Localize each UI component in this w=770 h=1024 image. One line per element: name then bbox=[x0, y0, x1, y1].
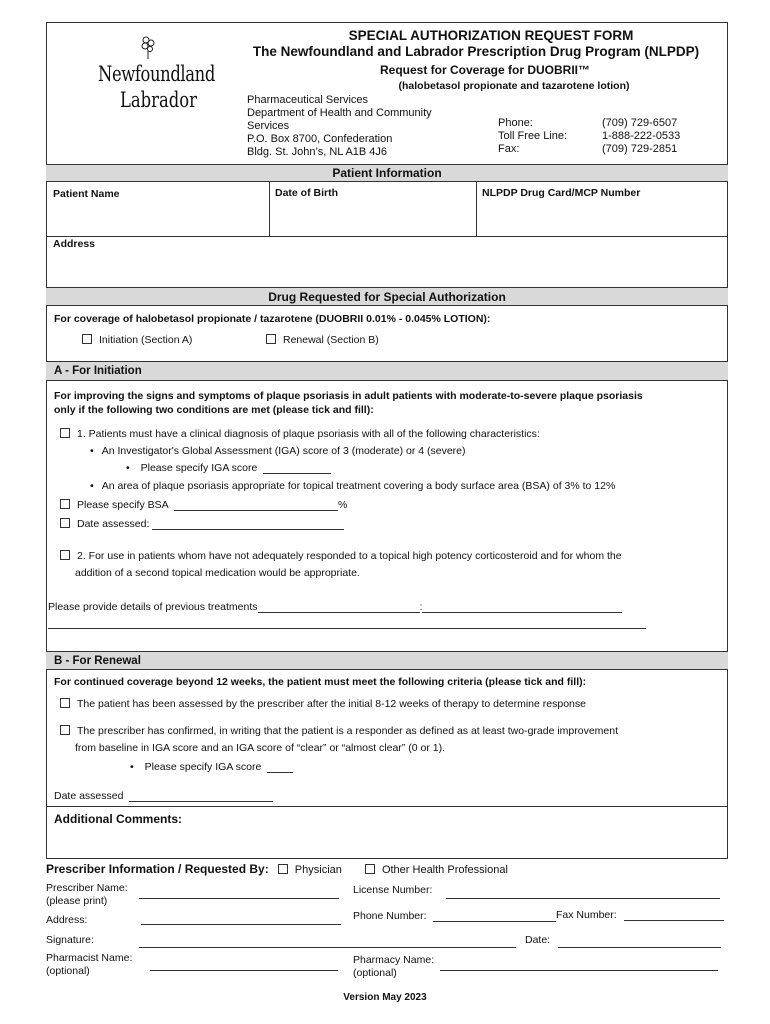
renewal-iga-label: Please specify IGA score bbox=[144, 761, 262, 773]
physician-label: Physician bbox=[294, 864, 342, 876]
prescriber-heading: Prescriber Information / Requested By: bbox=[46, 862, 269, 876]
previous-treatments-sep: : bbox=[419, 601, 423, 613]
renewal-checkbox[interactable] bbox=[266, 334, 276, 344]
dob-label[interactable]: Date of Birth bbox=[275, 187, 338, 199]
form-subtitle: The Newfoundland and Labrador Prescription Drug Program (NLPDP) bbox=[252, 44, 700, 59]
address-label[interactable]: Address bbox=[53, 238, 96, 250]
renewal-criterion-2-text: The prescriber has confirmed, in writing that the patient is a responder as defined as at least two-grade improvement bbox=[77, 725, 619, 737]
previous-treatments-label: Please provide details of previous treatments bbox=[48, 601, 258, 613]
section-b-header: B - For Renewal bbox=[46, 651, 728, 670]
generic-line: (halobetasol propionate and tazarotene lotion) bbox=[398, 80, 630, 92]
logo-line1: Newfoundland bbox=[98, 62, 215, 86]
phone-number-field[interactable] bbox=[433, 921, 556, 922]
pharmacist-sub: (optional) bbox=[46, 965, 90, 977]
renewal-criterion-2-checkbox[interactable] bbox=[60, 725, 70, 735]
phone-number-label: Phone Number: bbox=[353, 910, 427, 922]
drug-section-header: Drug Requested for Special Authorization bbox=[46, 287, 728, 306]
section-a-header: A - For Initiation bbox=[46, 361, 728, 381]
license-label: License Number: bbox=[353, 884, 433, 896]
renewal-criterion-1-text: The patient has been assessed by the prescriber after the initial 8-12 weeks of therapy to determine response bbox=[77, 698, 586, 710]
section-b-intro: For continued coverage beyond 12 weeks, the patient must meet the following criteria (please tick and fill): bbox=[54, 676, 587, 688]
bsa-option[interactable] bbox=[60, 499, 347, 511]
initiation-option[interactable] bbox=[82, 334, 192, 346]
coverage-text: For coverage of halobetasol propionate / tazarotene (DUOBRII 0.01% - 0.045% LOTION): bbox=[54, 313, 491, 325]
renewal-criterion-1[interactable] bbox=[60, 698, 586, 710]
logo-line2: Labrador bbox=[120, 88, 197, 112]
form-title: SPECIAL AUTHORIZATION REQUEST FORM bbox=[348, 28, 634, 43]
divider bbox=[46, 806, 728, 807]
other-professional-label: Other Health Professional bbox=[381, 864, 508, 876]
drug-card-label[interactable]: NLPDP Drug Card/MCP Number bbox=[482, 187, 641, 199]
address-line3: Services bbox=[247, 120, 290, 132]
signature-field[interactable] bbox=[139, 947, 516, 948]
date-assessed-b[interactable] bbox=[54, 790, 273, 802]
address-prescriber-field[interactable] bbox=[141, 924, 341, 925]
date-assessed-a[interactable] bbox=[60, 518, 344, 530]
bsa-bullet: • An area of plaque psoriasis appropriate for topical treatment covering a body surface area (BSA) of 3% to 12% bbox=[90, 480, 615, 492]
criterion-2-text: 2. For use in patients whom have not adequately responded to a topical high potency corticosteroid and for whom the bbox=[77, 550, 622, 562]
date-assessed-a-checkbox[interactable] bbox=[60, 518, 70, 528]
criterion-2-checkbox[interactable] bbox=[60, 550, 70, 560]
other-professional-checkbox[interactable] bbox=[365, 864, 375, 874]
iga-score-prompt bbox=[126, 462, 331, 474]
prescriber-name-field[interactable] bbox=[139, 898, 339, 899]
previous-treatments[interactable] bbox=[48, 601, 622, 613]
license-field[interactable] bbox=[446, 898, 720, 899]
previous-treatments-field-1[interactable] bbox=[258, 601, 420, 613]
initiation-checkbox[interactable] bbox=[82, 334, 92, 344]
divider bbox=[269, 182, 270, 236]
tollfree-value: 1-888-222-0533 bbox=[602, 130, 681, 142]
patient-name-label[interactable]: Patient Name bbox=[53, 188, 120, 200]
iga-score-label: Please specify IGA score bbox=[140, 462, 258, 474]
pharmacy-sub: (optional) bbox=[353, 967, 397, 979]
pharmacist-field[interactable] bbox=[150, 970, 338, 971]
criterion-2[interactable] bbox=[60, 550, 622, 562]
renewal-criterion-1-checkbox[interactable] bbox=[60, 698, 70, 708]
additional-comments-label[interactable]: Additional Comments: bbox=[54, 812, 182, 826]
address-line5: Bldg. St. John’s, NL A1B 4J6 bbox=[247, 146, 388, 158]
prescriber-heading-row bbox=[46, 862, 508, 876]
previous-treatments-field-2[interactable] bbox=[419, 601, 622, 613]
criterion-2-cont: addition of a second topical medication would be appropriate. bbox=[75, 567, 360, 579]
fax-label: Fax: bbox=[498, 143, 520, 155]
signature-label: Signature: bbox=[46, 934, 94, 946]
renewal-criterion-2-cont: from baseline in IGA score and an IGA score of “clear” or “almost clear” (0 or 1). bbox=[75, 742, 445, 754]
date-assessed-b-field[interactable] bbox=[129, 790, 273, 802]
divider bbox=[476, 182, 477, 236]
divider bbox=[46, 236, 728, 237]
renewal-iga-field[interactable] bbox=[267, 761, 293, 773]
address-line2: Department of Health and Community bbox=[247, 107, 432, 119]
iga-score-field[interactable] bbox=[263, 462, 331, 474]
phone-label: Phone: bbox=[498, 117, 533, 129]
date-assessed-b-label: Date assessed bbox=[54, 790, 124, 802]
renewal-iga-prompt bbox=[130, 761, 293, 773]
section-a-intro1: For improving the signs and symptoms of plaque psoriasis in adult patients with moderate-to-severe plaque psoriasis bbox=[54, 390, 643, 402]
version-footer: Version May 2023 bbox=[343, 992, 427, 1003]
bsa-unit: % bbox=[337, 499, 348, 511]
initiation-label: Initiation (Section A) bbox=[99, 334, 193, 346]
pharmacist-label: Pharmacist Name: bbox=[46, 952, 133, 964]
date-assessed-a-label: Date assessed: bbox=[77, 518, 150, 530]
prescriber-name-sub: (please print) bbox=[46, 895, 108, 907]
form-frame bbox=[46, 164, 728, 859]
request-line: Request for Coverage for DUOBRII™ bbox=[379, 63, 591, 77]
criterion-1-checkbox[interactable] bbox=[60, 428, 70, 438]
bsa-label: Please specify BSA bbox=[77, 499, 169, 511]
fax-number-field[interactable] bbox=[624, 920, 724, 921]
prescriber-name-label: Prescriber Name: bbox=[46, 882, 128, 894]
pharmacy-field[interactable] bbox=[440, 970, 718, 971]
iga-bullet: • An Investigator's Global Assessment (IGA) score of 3 (moderate) or 4 (severe) bbox=[90, 445, 466, 457]
renewal-option[interactable] bbox=[266, 334, 379, 346]
section-a-intro2: only if the following two conditions are met (please tick and fill): bbox=[54, 404, 374, 416]
patient-section-header: Patient Information bbox=[46, 164, 728, 182]
criterion-1[interactable] bbox=[60, 428, 540, 440]
fax-value: (709) 729-2851 bbox=[602, 143, 678, 155]
address-prescriber-label: Address: bbox=[46, 914, 88, 926]
bsa-field[interactable] bbox=[174, 499, 338, 511]
physician-checkbox[interactable] bbox=[278, 864, 288, 874]
bsa-checkbox[interactable] bbox=[60, 499, 70, 509]
pharmacy-label: Pharmacy Name: bbox=[353, 954, 435, 966]
fax-number-label: Fax Number: bbox=[556, 909, 617, 921]
renewal-label: Renewal (Section B) bbox=[283, 334, 379, 346]
phone-value: (709) 729-6507 bbox=[602, 117, 678, 129]
tollfree-label: Toll Free Line: bbox=[498, 130, 568, 142]
previous-treatments-line-2[interactable] bbox=[48, 628, 646, 629]
criterion-1-text: 1. Patients must have a clinical diagnosis of plaque psoriasis with all of the following characteristics: bbox=[77, 428, 540, 440]
nl-logo bbox=[92, 34, 215, 124]
date-field[interactable] bbox=[558, 947, 721, 948]
renewal-criterion-2[interactable] bbox=[60, 725, 618, 737]
address-line1: Pharmaceutical Services bbox=[247, 94, 369, 106]
pitcher-plant-icon bbox=[138, 34, 158, 60]
date-assessed-a-field[interactable] bbox=[152, 518, 344, 530]
date-label: Date: bbox=[525, 934, 551, 946]
address-line4: P.O. Box 8700, Confederation bbox=[247, 133, 393, 145]
